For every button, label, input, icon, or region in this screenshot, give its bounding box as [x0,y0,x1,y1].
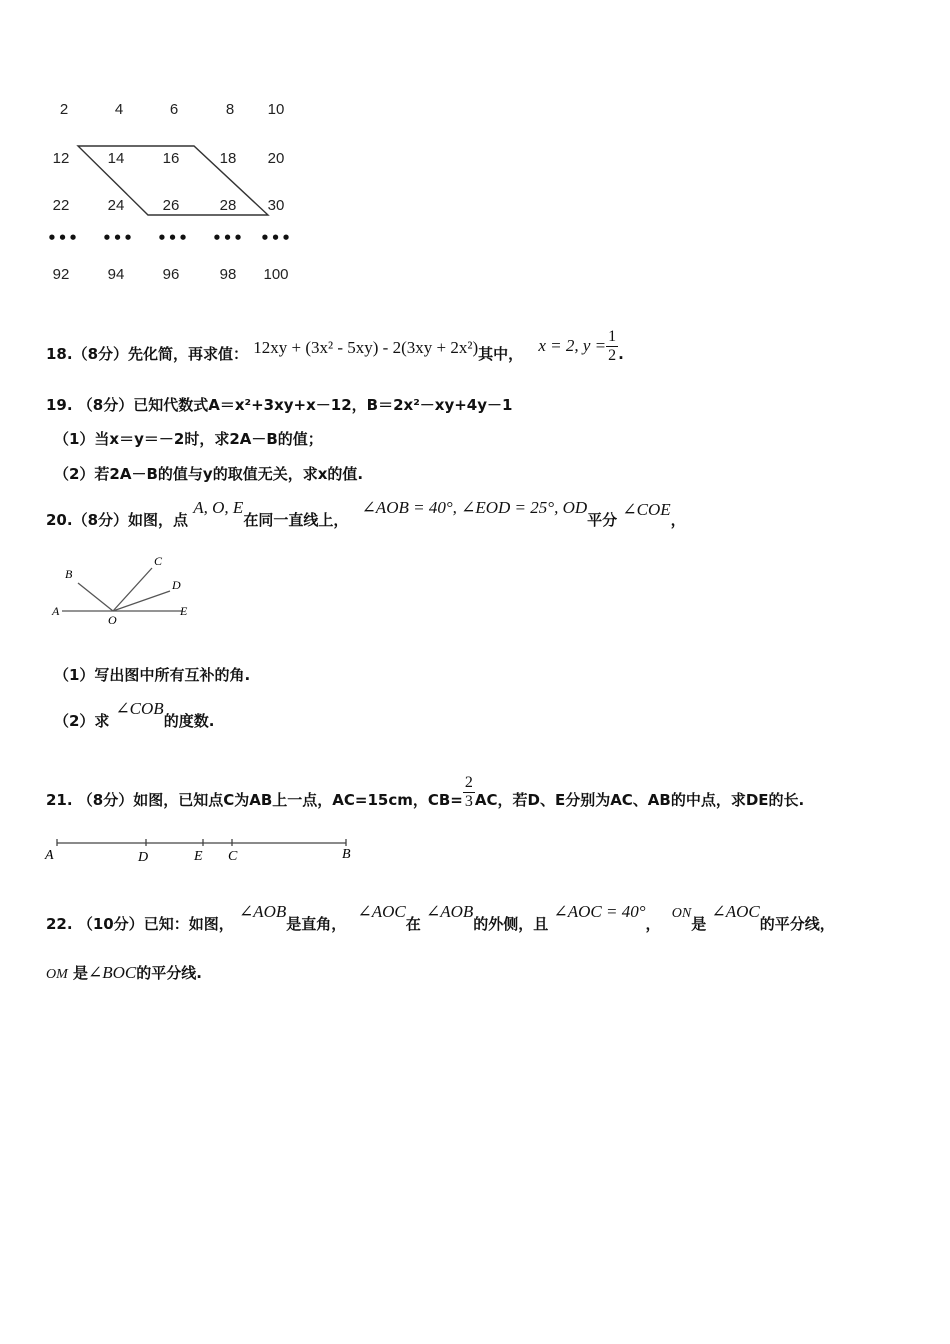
grid-cell: 24 [107,197,125,214]
svg-text:C: C [154,554,163,568]
svg-text:A: A [52,604,60,618]
grid-cell: 18 [219,150,237,167]
grid-cell: 10 [267,101,285,118]
grid-cell: 94 [107,266,125,283]
svg-text:C: C [228,849,238,864]
segment-figure-q21 [40,834,370,868]
grid-cell: 100 [263,266,289,283]
ellipsis: ••• [212,229,244,247]
question-20: 20.（8分）如图，点 A, O, E在同一直线上， ∠AOB = 40°, ∠EOD = 25°, OD平分 ∠COE， [46,498,686,529]
grid-cell: 98 [219,266,237,283]
grid-cell: 92 [52,266,70,283]
grid-cell: 14 [107,150,125,167]
parallelogram-frame [0,0,320,300]
grid-cell: 8 [225,101,235,118]
grid-cell: 20 [267,150,285,167]
grid-cell: 12 [52,150,70,167]
question-21: 21. （8分）如图，已知点C为AB上一点，AC=15cm，CB= $\frac{2}{3}$ AC，若D、E分别为AC、AB的中点，求DE的长. [46,774,805,810]
grid-cell: 4 [114,101,124,118]
q19-part1: （1）当x＝y＝－2时，求2A－B的值； [54,430,323,448]
svg-text:B: B [65,567,73,581]
question-18: 18.（8分）先化简，再求值： 12xy + (3x² - 5xy) - 2(3xy + 2x²)其中， x = 2, y = $\frac{1}{2}$ . [46,328,624,364]
q18-condition: x = 2, y = [538,336,607,355]
svg-text:E: E [194,849,203,864]
grid-cell: 22 [52,197,70,214]
q18-expression: 12xy + (3x² - 5xy) - 2(3xy + 2x²) [253,338,479,357]
q19-part2: （2）若2A－B的值与y的取值无关，求x的值. [54,465,364,483]
question-22: 22. （10分）已知：如图， ∠AOB是直角， ∠AOC在 ∠AOB的外侧，且 ∠AOC = 40°， ON是 ∠AOC的平分线， [46,902,835,933]
q20-part2: （2）求∠COB的度数. [54,699,215,730]
grid-cell: 2 [59,101,69,118]
angle-figure-q20 [40,548,210,638]
grid-cell: 28 [219,197,237,214]
grid-cell: 96 [162,266,180,283]
grid-cell: 16 [162,150,180,167]
ellipsis: ••• [260,229,292,247]
q20-part1: （1）写出图中所有互补的角. [54,666,251,684]
svg-text:O: O [108,613,117,627]
svg-text:D: D [172,578,181,592]
question-19: 19. （8分）已知代数式A＝x²+3xy+x－12，B＝2x²－xy+4y－1 [46,396,513,414]
ellipsis: ••• [157,229,189,247]
svg-text:E: E [180,604,188,618]
svg-text:A: A [45,848,54,863]
question-22-line2: OM 是∠BOC的平分线. [46,963,202,982]
grid-cell: 30 [267,197,285,214]
grid-cell: 6 [169,101,179,118]
ellipsis: ••• [47,229,79,247]
ellipsis: ••• [102,229,134,247]
svg-text:D: D [138,850,149,865]
svg-text:B: B [342,847,351,862]
grid-cell: 26 [162,197,180,214]
